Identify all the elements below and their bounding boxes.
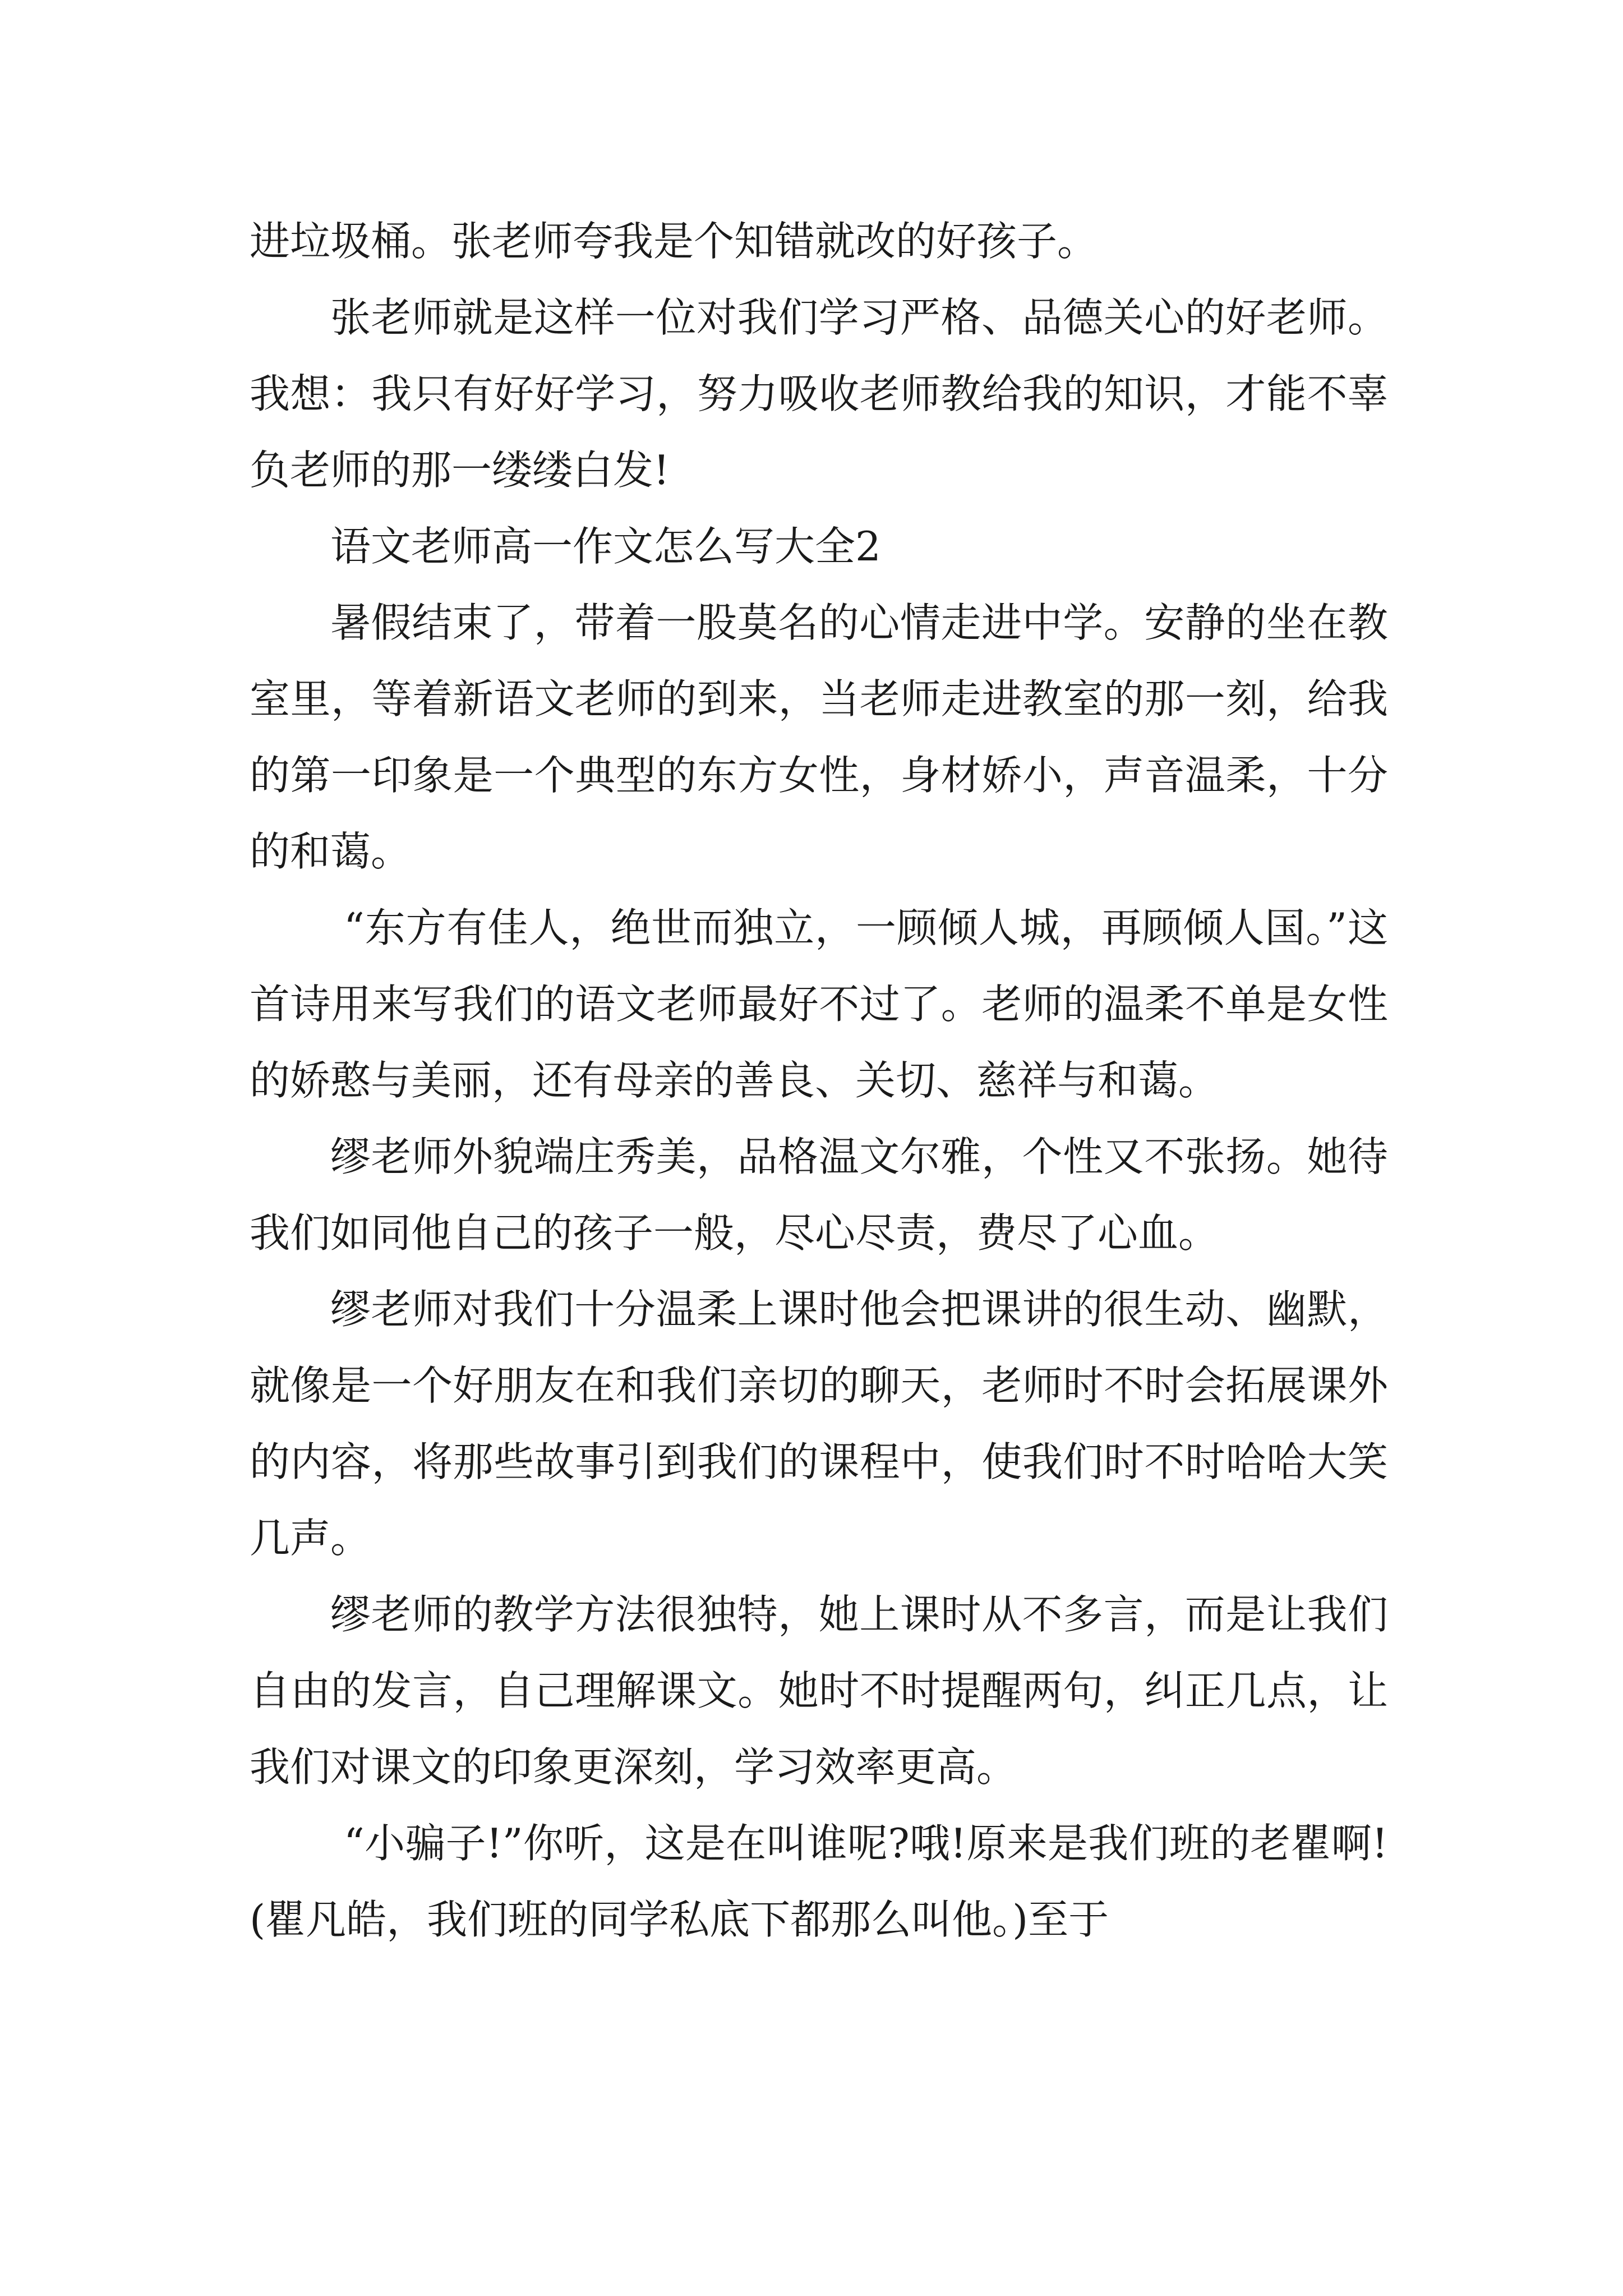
paragraph: 缪老师外貌端庄秀美，品格温文尔雅，个性又不张扬。她待我们如同他自己的孩子一般，尽心尽责，费尽了心血。 — [250, 1133, 1388, 1257]
paragraph: 张老师就是这样一位对我们学习严格、品德关心的好老师。我想：我只有好好学习，努力吸收老师教给我的知识，才能不辜负老师的那一缕缕白发! — [250, 294, 1388, 494]
paragraph: 暑假结束了，带着一股莫名的心情走进中学。安静的坐在教室里，等着新语文老师的到来，当老师走进教室的那一刻，给我的第一印象是一个典型的东方女性，身材娇小，声音温柔，十分的和蔼。 — [250, 599, 1388, 875]
section-heading: 语文老师高一作文怎么写大全2 — [330, 523, 881, 570]
paragraph: 缪老师的教学方法很独特，她上课时从不多言，而是让我们自由的发言，自己理解课文。她时不时提醒两句，纠正几点，让我们对课文的印象更深刻，学习效率更高。 — [250, 1591, 1388, 1791]
paragraph-continuation: 进垃圾桶。张老师夸我是个知错就改的好孩子。 — [250, 218, 1098, 265]
paragraph-quote: “小骗子!”你听，这是在叫谁呢?哦!原来是我们班的老瞿啊!(瞿凡皓，我们班的同学私底下都那么叫他。)至于 — [250, 1820, 1388, 1943]
paragraph-quote: “东方有佳人，绝世而独立，一顾倾人城，再顾倾人国。”这首诗用来写我们的语文老师最好不过了。老师的温柔不单是女性的娇憨与美丽，还有母亲的善良、关切、慈祥与和蔼。 — [250, 904, 1388, 1104]
document-body — [250, 203, 1388, 1958]
paragraph: 缪老师对我们十分温柔上课时他会把课讲的很生动、幽默，就像是一个好朋友在和我们亲切的聊天，老师时不时会拓展课外的内容，将那些故事引到我们的课程中，使我们时不时哈哈大笑几声。 — [250, 1286, 1388, 1562]
